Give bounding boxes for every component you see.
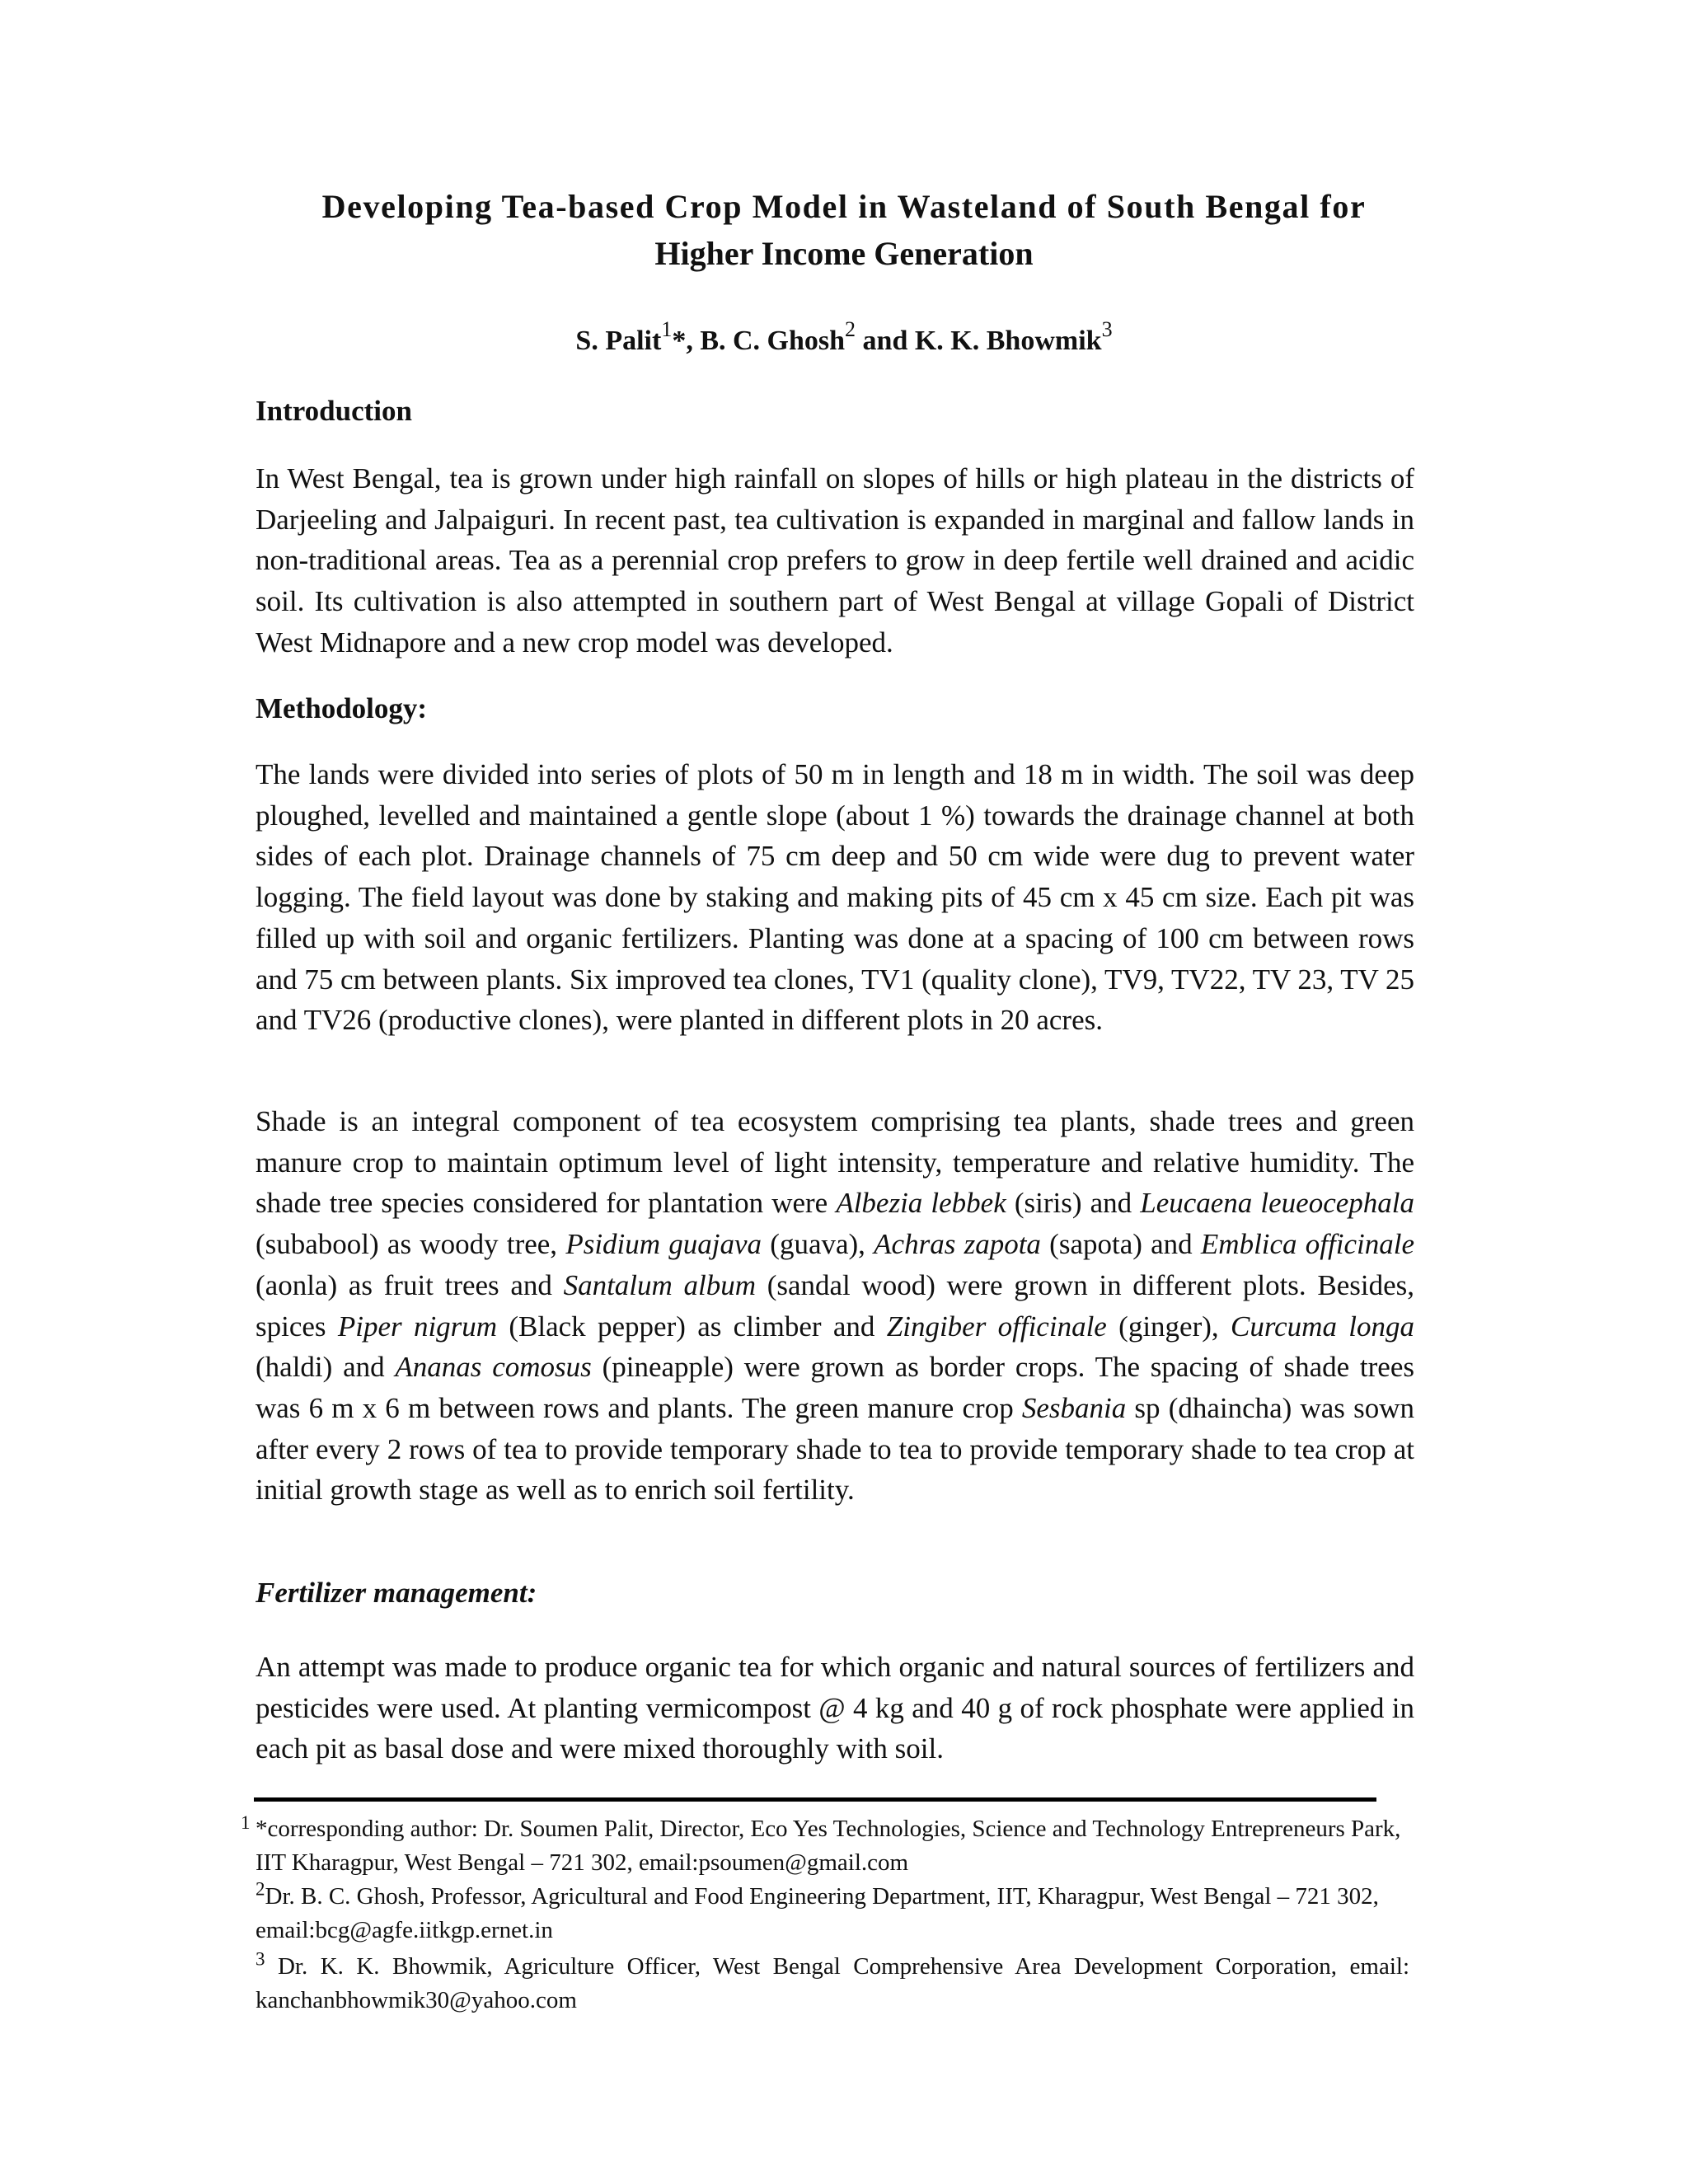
shade-text: (haldi) and <box>256 1351 396 1384</box>
author-list <box>247 316 1441 359</box>
shade-text: (ginger), <box>1106 1310 1231 1343</box>
footnote-1-text: *corresponding author: Dr. Soumen Palit, Director, Eco Yes Technologies, Science and Technology Entrepreneurs Park, IIT Kharagpur, West Bengal – 721 302, email:psoumen@gmail.com <box>256 1816 1401 1876</box>
species-emblica: Emblica officinale <box>1200 1228 1414 1261</box>
species-ananas: Ananas comosus <box>395 1351 592 1384</box>
footnote-2-text: Dr. B. C. Ghosh, Professor, Agricultural and Food Engineering Department, IIT, Kharagpur, West Bengal – 721 302, email:bcg@agfe.iitkgp.ernet.in <box>256 1883 1379 1943</box>
species-albezia: Albezia lebbek <box>836 1187 1006 1220</box>
author-1-name: S. Palit <box>575 326 662 356</box>
species-piper: Piper nigrum <box>337 1310 498 1343</box>
paper-title <box>247 183 1441 277</box>
footnote-3 <box>256 1950 1409 2018</box>
shade-text: (sapota) and <box>1040 1228 1201 1261</box>
footnote-2 <box>256 1880 1409 1947</box>
fertilizer-paragraph: An attempt was made to produce organic tea for which organic and natural sources of fertilizers and pesticides were used. At planting vermicompost @ 4 kg and 40 g of rock phosphate were applied in each pit as basal dose and were mixed thoroughly with soil. <box>256 1651 1414 1765</box>
author-1-affiliation-mark: 1 <box>661 316 673 341</box>
species-achras: Achras zapota <box>874 1228 1041 1261</box>
species-zingiber: Zingiber officinale <box>886 1310 1107 1343</box>
methodology-heading: Methodology: <box>256 692 428 724</box>
shade-text: (subabool) as woody tree, <box>256 1228 566 1261</box>
title-line-2: Higher Income Generation <box>654 235 1034 272</box>
introduction-heading: Introduction <box>256 395 412 427</box>
species-sesbania: Sesbania <box>1021 1391 1127 1424</box>
shade-text: (guava), <box>762 1228 874 1261</box>
shade-text: (siris) and <box>1006 1187 1141 1220</box>
author-2-name: *, B. C. Ghosh <box>672 326 846 356</box>
introduction-paragraph: In West Bengal, tea is grown under high rainfall on slopes of hills or high plateau in the districts of Darjeeling and Jalpaiguri. In recent past, tea cultivation is expanded in marginal and fallow lands in non-traditional areas. Tea as a perennial crop prefers to grow in deep fertile well drained and acidic soil. Its cultivation is also attempted in southern part of West Bengal at village Gopali of District West Midnapore and a new crop model was developed. <box>256 462 1414 658</box>
methodology-paragraph: The lands were divided into series of plots of 50 m in length and 18 m in width. The soil was deep ploughed, levelled and maintained a gentle slope (about 1 %) towards the drainage channel at both sides of each plot. Drainage channels of 75 cm deep and 50 cm wide were dug to prevent water logging. The field layout was done by staking and making pits of 45 cm x 45 cm size. Each pit was filled up with soil and organic fertilizers. Planting was done at a spacing of 100 cm between rows and 75 cm between plants. Six improved tea clones, TV1 (quality clone), TV9, TV22, TV 23, TV 25 and TV26 (productive clones), were planted in different plots in 20 acres. <box>256 758 1414 1037</box>
author-3-name: and K. K. Bhowmik <box>856 326 1102 356</box>
title-line-1: Developing Tea-based Crop Model in Wasteland of South Bengal for <box>321 188 1367 225</box>
shade-text: (sandal wood) were grown in different plots. Besides, spices <box>256 1268 1414 1343</box>
shade-text: (Black pepper) as climber and <box>497 1310 887 1343</box>
footnote-1-mark: 1 <box>241 1812 251 1833</box>
footnote-3-text: Dr. K. K. Bhowmik, Agriculture Officer, West Bengal Comprehensive Area Development Corporation, email: kanchanbhowmik30@yahoo.com <box>256 1953 1409 2013</box>
species-curcuma: Curcuma longa <box>1230 1310 1414 1343</box>
footnote-3-mark: 3 <box>256 1948 265 1970</box>
shade-text: (aonla) as fruit trees and <box>256 1268 564 1301</box>
author-3-affiliation-mark: 3 <box>1101 316 1113 341</box>
shade-text: (pineapple) were grown as border crops. The spacing of shade trees was 6 m x 6 m between rows and plants. The green manure crop <box>256 1351 1415 1424</box>
fertilizer-heading: Fertilizer management: <box>256 1577 537 1609</box>
shade-paragraph <box>256 1101 1414 1511</box>
species-santalum: Santalum album <box>563 1268 756 1301</box>
author-2-affiliation-mark: 2 <box>845 316 856 341</box>
footnote-2-mark: 2 <box>256 1878 265 1900</box>
shade-text: Shade is an integral component of tea ecosystem comprising tea plants, shade trees and green manure crop to maintain optimum level of light intensity, temperature and relative humidity. The shade tree species considered for plantation were <box>256 1105 1414 1220</box>
species-leucaena: Leucaena leueocephala <box>1140 1187 1414 1220</box>
species-psidium: Psidium guajava <box>565 1228 762 1261</box>
footnote-separator <box>254 1797 1376 1802</box>
footnote-1 <box>241 1812 1409 1880</box>
shade-text: sp (dhaincha) was sown after every 2 rows of tea to provide temporary shade to tea to provide temporary shade to tea crop at initial growth stage as well as to enrich soil fertility. <box>256 1391 1414 1507</box>
